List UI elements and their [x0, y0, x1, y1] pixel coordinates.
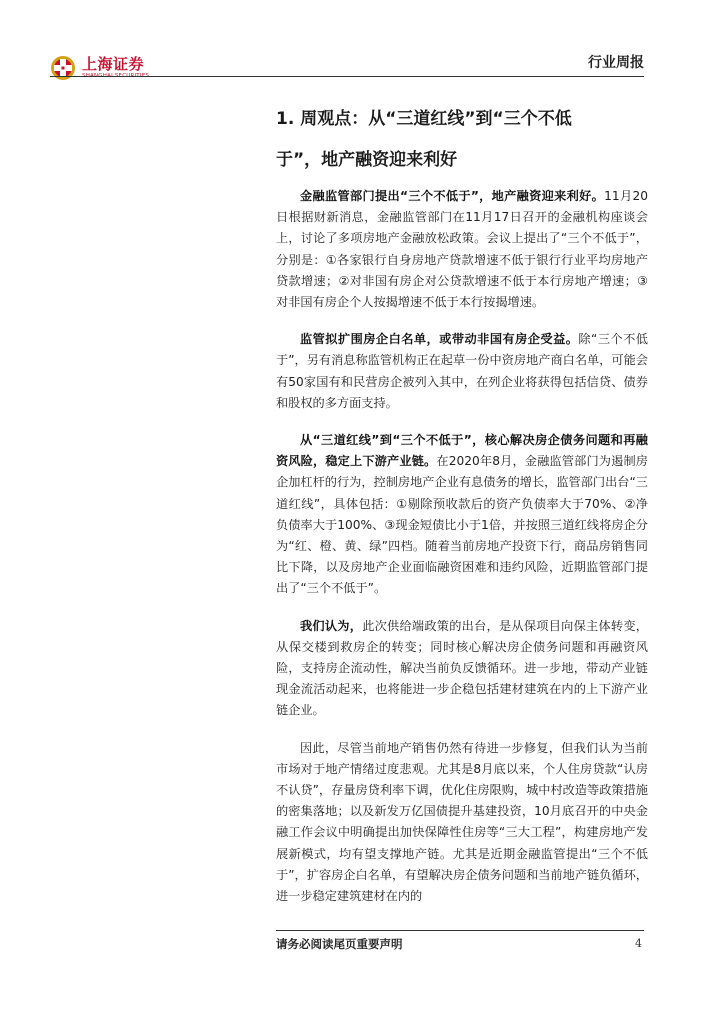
paragraph-lead: 金融监管部门提出“三个不低于”，地产融资迎来利好。 [300, 189, 605, 203]
paragraph-2 [276, 329, 648, 414]
page-number: 4 [635, 937, 642, 950]
paragraph-lead: 从“三道红线”到“三个不低于”，核心解决房企债务问题和再融资风险，稳定上下游产业链。 [276, 433, 648, 469]
logo-en-text: SHANGHAI SECURITIES [82, 72, 150, 79]
footer-disclaimer: 请务必阅读尾页重要声明 [276, 937, 403, 951]
section-title-line1: 1. 周观点：从“三道红线”到“三个不低 [276, 109, 572, 129]
company-logo [50, 54, 149, 82]
section-title-line2: 于”，地产融资迎来利好 [276, 150, 458, 170]
paragraph-text: 此次供给端政策的出台，是从保项目向保主体转变，从保交楼到救房企的转变；同时核心解决房企债务问题和再融资风险，支持房企流动性，解决当前负反馈循环。进一步地，带动产业链现金流活动起来，也将能进一步企稳包括建材建筑在内的上下游产业链企业。 [276, 618, 648, 718]
paragraph-lead: 我们认为， [300, 618, 363, 633]
logo-cn-text: 上海证券 [82, 54, 145, 73]
paragraph-text: 除“三个不低于”，另有消息称监管机构正在起草一份中资房地产商白名单，可能会有50家国有和民营房企被列入其中，在列企业将获得包括信贷、债券和股权的多方面支持。 [276, 332, 648, 410]
header-divider [50, 76, 644, 77]
paragraph-text: 11月20日根据财新消息，金融监管部门在11月17日召开的金融机构座谈会上，讨论了多项房地产金融放松政策。会议上提出了“三个不低于”，分别是：①各家银行自身房地产贷款增速不低于银行行业平均房地产贷款增速；②对非国有房企对公贷款增速不低于本行房地产增速；③对非国有房企个人按揭增速不低于本行按揭增速。 [276, 189, 648, 310]
paragraph-text: 因此，尽管当前地产销售仍然有待进一步修复，但我们认为当前市场对于地产情绪过度悲观。尤其是8月底以来，个人住房贷款“认房不认贷”，存量房贷利率下调，优化住房限购，城中村改造等政策措施的密集落地；以及新发万亿国债提升基建投资，10月底召开的中央金融工作会议中明确提出加快保障性住房等“三大工程”，构建房地产发展新模式，均有望支撑地产链。尤其是近期金融监管提出“三个不低于”，扩容房企白名单，有望解决房企债务问题和当前地产链负循环，进一步稳定建筑建材在内的 [276, 740, 648, 904]
page-header [0, 0, 724, 82]
report-body [276, 186, 648, 923]
shanghai-securities-logo-icon [50, 55, 76, 81]
paragraph-text: 在2020年8月，金融监管部门为遏制房企加杠杆的行为，控制房地产企业有息债务的增长，监管部门出台“三道红线”，具体包括：①剔除预收款后的资产负债率大于70%、②净负债率大于100%、③现金短债比小于1倍，并按照三道红线将房企分为“红、橙、黄、绿”四档。随着当前房地产投资下行，商品房销售同比下降，以及房地产企业面临融资困难和违约风险，近期监管部门提出了“三个不低于”。 [276, 454, 648, 596]
paragraph-1 [276, 186, 648, 313]
paragraph-4 [276, 616, 648, 722]
paragraph-5 [276, 738, 648, 908]
paragraph-3 [276, 430, 648, 600]
footer-divider [276, 930, 644, 931]
paragraph-lead: 监管拟扩围房企白名单，或带动非国有房企受益。 [300, 332, 579, 347]
report-type-label: 行业周报 [588, 55, 644, 71]
